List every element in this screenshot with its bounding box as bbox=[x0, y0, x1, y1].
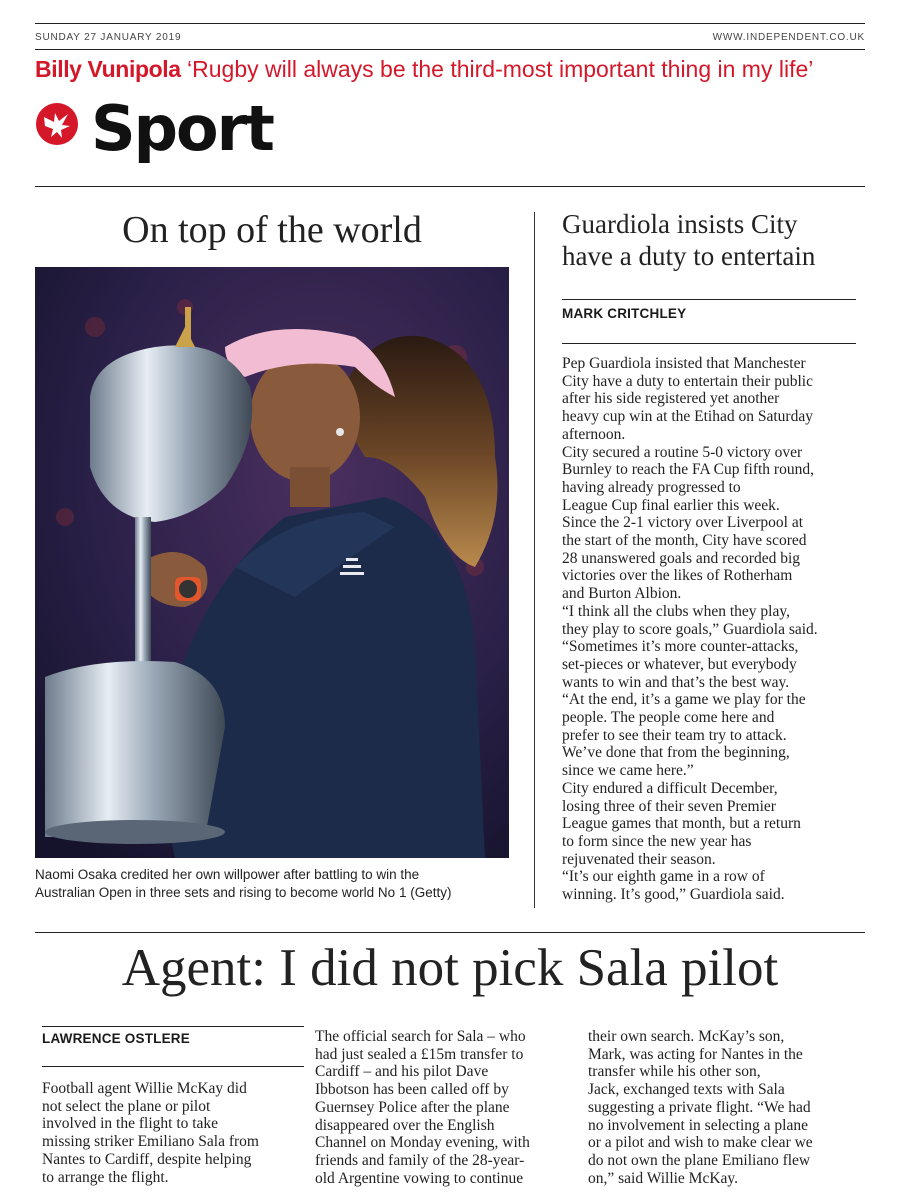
osaka-headline[interactable]: On top of the world bbox=[122, 209, 422, 251]
teaser-quote: ‘Rugby will always be the third-most important thing in my life’ bbox=[187, 56, 814, 82]
body-line: and Burton Albion. bbox=[562, 585, 682, 603]
body-line: “I think all the clubs when they play, bbox=[562, 602, 790, 620]
guardiola-body bbox=[562, 355, 856, 904]
body-line: no involvement in selecting a plane bbox=[588, 1116, 808, 1134]
caption-line: Naomi Osaka credited her own willpower after battling to win the bbox=[35, 867, 420, 882]
body-line: on,” said Willie McKay. bbox=[588, 1169, 739, 1187]
body-line: Football agent Willie McKay did bbox=[42, 1080, 247, 1097]
body-line: suggesting a private flight. “We had bbox=[588, 1098, 811, 1116]
body-line: City secured a routine 5-0 victory over bbox=[562, 443, 803, 461]
osaka-trophy-photo bbox=[35, 267, 509, 858]
body-line: not select the plane or pilot bbox=[42, 1097, 211, 1115]
body-line: or a pilot and wish to make clear we bbox=[588, 1134, 813, 1152]
body-line: “Sometimes it’s more counter-attacks, bbox=[562, 638, 799, 656]
body-line: City have a duty to entertain their public bbox=[562, 372, 813, 390]
caption-line: Australian Open in three sets and rising to become world No 1 (Getty) bbox=[35, 885, 452, 900]
column-divider bbox=[534, 212, 535, 908]
body-line: rejuvenated their season. bbox=[562, 850, 716, 868]
body-line: after his side registered yet another bbox=[562, 390, 780, 408]
eagle-logo-icon bbox=[35, 102, 79, 146]
body-line: losing three of their seven Premier bbox=[562, 797, 776, 815]
teaser-name: Billy Vunipola bbox=[35, 56, 181, 82]
guardiola-headline[interactable] bbox=[562, 208, 856, 272]
body-line: friends and family of the 28-year- bbox=[315, 1151, 525, 1169]
body-line: the start of the month, City have scored bbox=[562, 532, 807, 550]
guardiola-article bbox=[562, 208, 856, 904]
body-line: afternoon. bbox=[562, 425, 626, 443]
body-line: to form since the new year has bbox=[562, 832, 752, 850]
guardiola-byline[interactable]: MARK CRITCHLEY bbox=[562, 306, 687, 321]
body-line: Mark, was acting for Nantes in the bbox=[588, 1045, 803, 1063]
body-line: League games that month, but a return bbox=[562, 815, 801, 833]
byline-rule-top bbox=[562, 299, 856, 300]
body-line: old Argentine vowing to continue bbox=[315, 1169, 524, 1187]
photo-caption bbox=[35, 866, 509, 902]
body-line: Burnley to reach the FA Cup fifth round, bbox=[562, 461, 814, 479]
sala-rule bbox=[35, 932, 865, 933]
body-line: had just sealed a £15m transfer to bbox=[315, 1045, 524, 1063]
body-line: their own search. McKay’s son, bbox=[588, 1028, 785, 1045]
body-line: League Cup final earlier this week. bbox=[562, 496, 780, 514]
body-line: disappeared over the English bbox=[315, 1116, 495, 1134]
body-line: Channel on Monday evening, with bbox=[315, 1134, 530, 1152]
cover-teaser[interactable] bbox=[35, 56, 865, 90]
body-line: missing striker Emiliano Sala from bbox=[42, 1133, 259, 1151]
body-line: they play to score goals,” Guardiola said. bbox=[562, 620, 818, 638]
body-line: Since the 2-1 victory over Liverpool at bbox=[562, 514, 804, 532]
body-line: people. The people come here and bbox=[562, 709, 775, 727]
masthead-rule bbox=[35, 186, 865, 187]
body-line: Pep Guardiola insisted that Manchester bbox=[562, 355, 806, 372]
body-line: involved in the flight to take bbox=[42, 1115, 219, 1133]
body-line: since we came here.” bbox=[562, 762, 694, 780]
body-line: victories over the likes of Rotherham bbox=[562, 567, 793, 585]
body-line: set-pieces or whatever, but everybody bbox=[562, 655, 797, 673]
body-line: Ibbotson has been called off by bbox=[315, 1081, 509, 1099]
body-line: to arrange the flight. bbox=[42, 1168, 169, 1186]
website-link[interactable]: WWW.INDEPENDENT.CO.UK bbox=[712, 32, 865, 43]
body-line: winning. It’s good,” Guardiola said. bbox=[562, 886, 785, 904]
dateline-rule bbox=[35, 49, 865, 50]
body-line: Jack, exchanged texts with Sala bbox=[588, 1081, 785, 1099]
dateline bbox=[35, 32, 865, 46]
body-line: City endured a difficult December, bbox=[562, 779, 778, 797]
byline-rule-top bbox=[42, 1026, 304, 1027]
sala-headline[interactable]: Agent: I did not pick Sala pilot bbox=[121, 939, 779, 997]
sala-column-2 bbox=[315, 1028, 577, 1187]
body-line: Nantes to Cardiff, despite helping bbox=[42, 1150, 252, 1168]
byline-rule-bottom bbox=[562, 343, 856, 344]
body-line: heavy cup win at the Etihad on Saturday bbox=[562, 408, 813, 426]
headline-line: Guardiola insists City bbox=[562, 209, 798, 239]
sala-column-3 bbox=[588, 1028, 850, 1187]
top-rule bbox=[35, 23, 865, 24]
body-line: wants to win and that’s the best way. bbox=[562, 673, 790, 691]
sala-column-1 bbox=[42, 1080, 304, 1186]
body-line: “It’s our eighth game in a row of bbox=[562, 868, 765, 886]
sala-byline[interactable]: LAWRENCE OSTLERE bbox=[42, 1031, 190, 1046]
body-line: Cardiff – and his pilot Dave bbox=[315, 1063, 489, 1081]
body-line: prefer to see their team try to attack. bbox=[562, 726, 787, 744]
body-line: Guernsey Police after the plane bbox=[315, 1098, 510, 1116]
byline-rule-bottom bbox=[42, 1066, 304, 1067]
body-line: “At the end, it’s a game we play for the bbox=[562, 691, 806, 709]
body-line: do not own the plane Emiliano flew bbox=[588, 1151, 811, 1169]
headline-line: have a duty to entertain bbox=[562, 241, 816, 271]
body-line: We’ve done that from the beginning, bbox=[562, 744, 790, 762]
section-title: Sport bbox=[91, 92, 273, 165]
body-line: having already progressed to bbox=[562, 478, 741, 496]
body-line: transfer while his other son, bbox=[588, 1063, 761, 1081]
body-line: 28 unanswered goals and recorded big bbox=[562, 549, 801, 567]
body-line: The official search for Sala – who bbox=[315, 1028, 526, 1045]
issue-date: SUNDAY 27 JANUARY 2019 bbox=[35, 32, 182, 43]
